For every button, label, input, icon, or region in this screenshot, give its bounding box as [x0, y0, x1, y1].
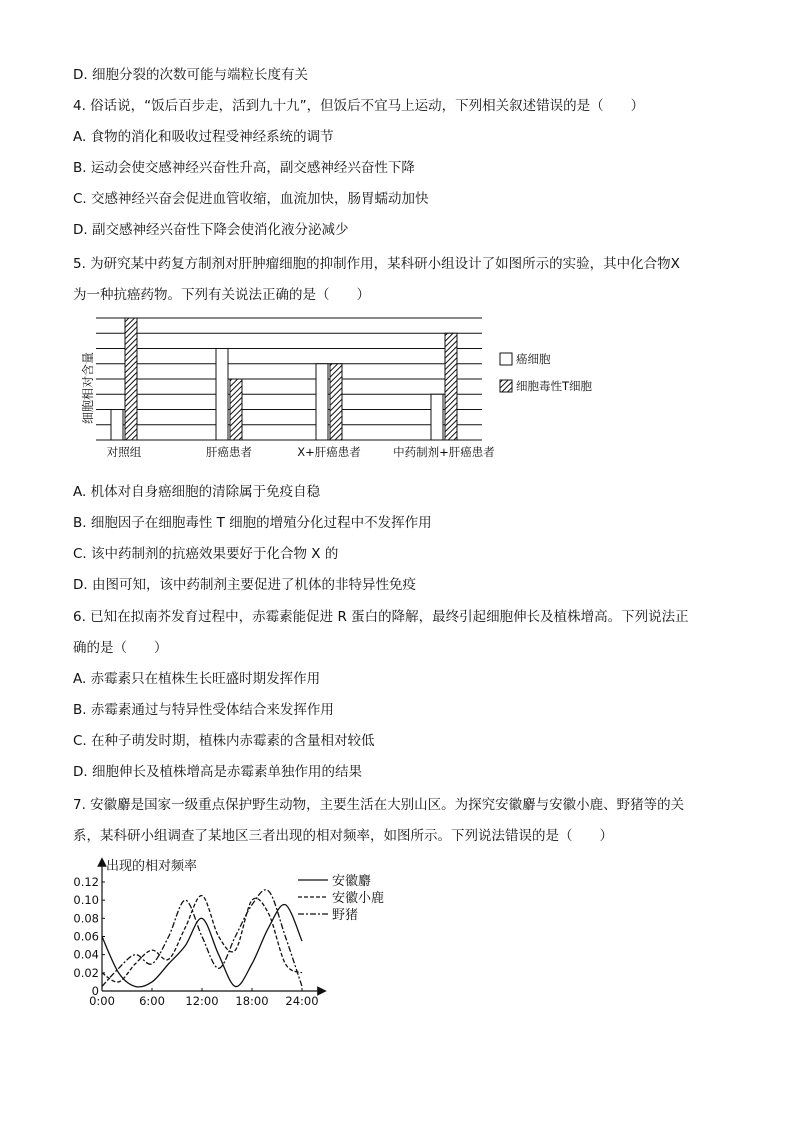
line-chart-figure [70, 854, 400, 1014]
bar-category-label: X+肝癌患者 [297, 445, 361, 459]
x-tick-label: 0:00 [89, 994, 115, 1008]
y-tick-label: 0.10 [73, 893, 99, 908]
y-tick-label: 0.02 [73, 965, 99, 980]
legend-label-1: 安徽小鹿 [332, 891, 385, 906]
bar-category-label: 中药制剂+肝癌患者 [393, 445, 495, 459]
line-chart-legend [298, 873, 384, 923]
y-tick-label: 0 [91, 984, 99, 998]
question-4-option-d: D. 副交感神经兴奋性下降会使消化液分泌减少 [73, 222, 349, 238]
bar-category-label: 对照组 [106, 445, 142, 459]
bar-cancer-cell [431, 394, 443, 440]
series-line-0 [102, 904, 302, 986]
bar-t-cell [445, 333, 457, 440]
question-5-stem-line2: 为一种抗癌药物。下列有关说法正确的是（ ） [73, 287, 370, 303]
question-7-stem-line2: 系，某科研小组调查了某地区三者出现的相对频率，如图所示。下列说法错误的是（ ） [73, 828, 613, 844]
question-5-option-b: B. 细胞因子在细胞毒性 T 细胞的增殖分化过程中不发挥作用 [73, 515, 432, 531]
series-line-2 [102, 890, 302, 987]
x-tick-label: 6:00 [139, 994, 165, 1008]
legend-label-0: 安徽麝 [332, 874, 372, 889]
legend-label-2: 野猪 [332, 908, 359, 923]
x-tick-label: 12:00 [185, 994, 219, 1008]
bar-t-cell [125, 318, 137, 440]
x-tick-label: 18:00 [235, 994, 269, 1008]
y-tick-label: 0.12 [73, 875, 99, 889]
question-4-stem: 4. 俗话说，“饭后百步走，活到九十九”，但饭后不宜马上运动，下列相关叙述错误的是（ ） [73, 98, 645, 114]
question-5-stem-line1: 5. 为研究某中药复方制剂对肝肿瘤细胞的抑制作用，某科研小组设计了如图所示的实验，其中化合物X [73, 256, 680, 272]
legend-label-cancer-cell: 癌细胞 [516, 352, 551, 366]
question-3-option-d: D. 细胞分裂的次数可能与端粒长度有关 [73, 67, 308, 83]
bar-t-cell [230, 379, 242, 440]
x-tick-label: 24:00 [285, 994, 319, 1008]
question-6-stem-line1: 6. 已知在拟南芥发育过程中，赤霉素能促进 R 蛋白的降解，最终引起细胞伸长及植株增高。下列说法正 [73, 609, 689, 625]
question-6-option-c: C. 在种子萌发时期，植株内赤霉素的含量相对较低 [73, 733, 375, 749]
question-6-option-a: A. 赤霉素只在植株生长旺盛时期发挥作用 [73, 671, 321, 687]
question-6-stem-line2: 确的是（ ） [73, 640, 168, 656]
question-5-option-a: A. 机体对自身癌细胞的清除属于免疫自稳 [73, 484, 321, 500]
question-4-option-b: B. 运动会使交感神经兴奋性升高，副交感神经兴奋性下降 [73, 160, 415, 176]
legend-swatch-t-cell [500, 380, 512, 392]
legend-swatch-cancer-cell [500, 353, 512, 365]
series-line-1 [102, 896, 302, 983]
bar-cancer-cell [216, 349, 228, 441]
question-6-option-d: D. 细胞伸长及植株增高是赤霉素单独作用的结果 [73, 764, 362, 780]
question-7-stem-line1: 7. 安徽麝是国家一级重点保护野生动物，主要生活在大别山区。为探究安徽麝与安徽小鹿、野猪等的关 [73, 797, 685, 813]
question-4-option-a: A. 食物的消化和吸收过程受神经系统的调节 [73, 129, 334, 145]
question-4-option-c: C. 交感神经兴奋会促进血管收缩，血流加快，肠胃蠕动加快 [73, 191, 429, 207]
question-5-option-d: D. 由图可知，该中药制剂主要促进了机体的非特异性免疫 [73, 577, 416, 593]
bar-chart-figure [74, 310, 593, 466]
question-6-option-b: B. 赤霉素通过与特异性受体结合来发挥作用 [73, 702, 334, 718]
bar-cancer-cell [316, 364, 328, 440]
y-tick-label: 0.06 [73, 929, 99, 944]
bar-chart-ylabel: 细胞相对含量 [81, 351, 95, 425]
line-chart-title: 出现的相对频率 [106, 859, 198, 874]
bar-chart-legend [500, 352, 593, 393]
legend-label-t-cell: 细胞毒性T细胞 [516, 379, 593, 393]
y-tick-label: 0.04 [73, 947, 99, 962]
bar-cancer-cell [111, 410, 123, 441]
bar-t-cell [330, 364, 342, 440]
question-5-option-c: C. 该中药制剂的抗癌效果要好于化合物 X 的 [73, 546, 339, 562]
bar-category-label: 肝癌患者 [206, 445, 252, 459]
y-tick-label: 0.08 [73, 911, 99, 926]
